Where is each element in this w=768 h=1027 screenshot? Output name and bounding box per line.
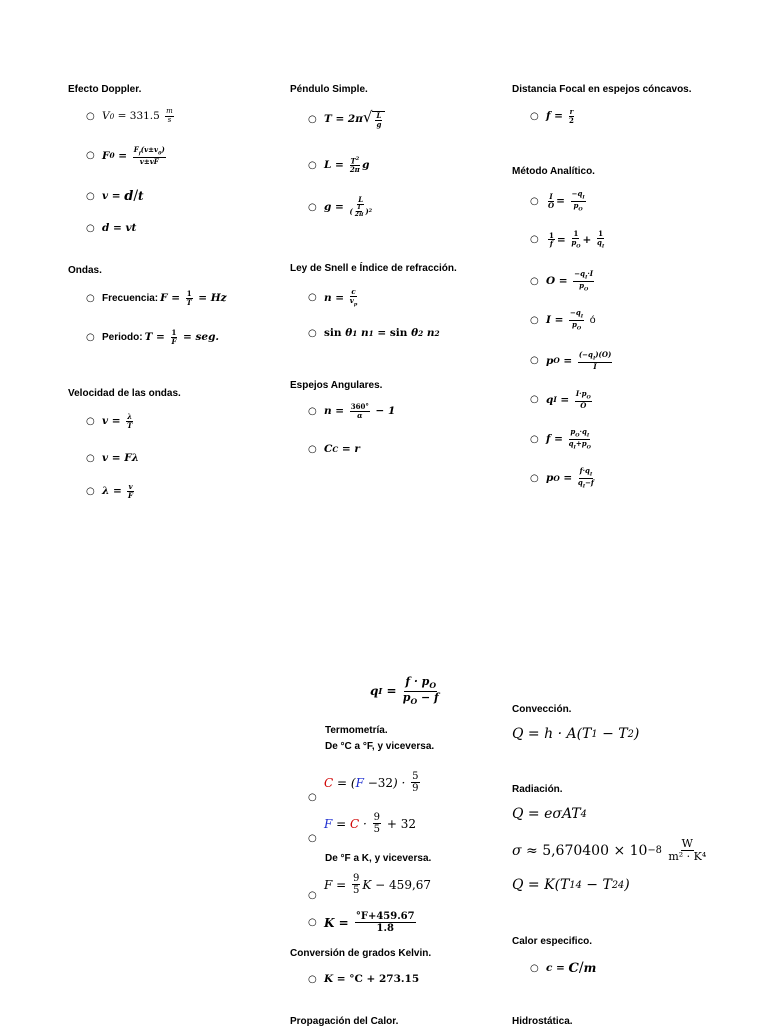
heading-calor-especifico: Calor especifico. — [512, 936, 593, 947]
heading-termometria: Termometría. — [325, 725, 388, 736]
formula-g: g = L ( $\frac{T}{2\pi}$ ) 2 — [324, 195, 373, 219]
list-item — [530, 230, 606, 249]
list-item — [308, 327, 440, 339]
bullet-icon: ○ — [86, 331, 95, 343]
formula-qi-large: q I = $\frac{f \cdot p_O}{p_O - f}$ — [370, 675, 439, 706]
list-item — [530, 309, 596, 332]
bullet-icon: ○ — [530, 394, 539, 406]
formula-k: K = $\frac{^\circ F+459.67}{1.8}$ — [324, 911, 415, 934]
formula-periodo-pendulo: T = 2π √ $\frac{L}{g}$ — [324, 110, 385, 128]
bullet-icon: ○ — [530, 110, 539, 122]
formula-radiacion-k: Q = K(T 1 4 − T 2 4 ) — [512, 877, 630, 893]
formula-conveccion: Q = h · A(T 1 − T 2 ) — [512, 726, 640, 742]
list-item — [308, 110, 385, 128]
formula-f-analitico: f = $\frac{p_O\cdot q_I}{q_I+p_O}$ — [546, 427, 591, 451]
bullet-icon: ○ — [308, 292, 317, 304]
formula-v-d-t: v = d / t — [102, 188, 144, 204]
heading-doppler: Efecto Doppler. — [68, 84, 142, 95]
heading-metodo-analitico: Método Analítico. — [512, 166, 595, 177]
formula-f-r2: f = $\frac{r}{2}$ — [546, 107, 574, 125]
formula-frecuencia: F = $\frac{1}{T}$ = Hz — [160, 289, 227, 307]
bullet-icon: ○ — [308, 159, 317, 171]
formula-n-c-v: n = $\frac{c}{v_p}$ — [324, 287, 358, 308]
formula-sigma: σ ≈ 5,670400 × 10 −8 $\frac{W}{\text{m² · K⁴}}$ — [512, 837, 707, 864]
bullet-icon: ○ — [86, 222, 95, 234]
formula-lambda: λ = $\frac{v}{F}$ — [102, 482, 134, 500]
list-item — [530, 960, 596, 976]
formula-d-vt: d = vt — [102, 222, 137, 234]
list-item — [86, 329, 219, 345]
list-item — [86, 188, 144, 204]
bullet-icon: ○ — [308, 405, 317, 417]
bullet-icon: ○ — [86, 292, 95, 304]
formula-v-f-lambda: v = Fλ — [102, 452, 140, 464]
bullet-icon: ○ — [530, 275, 539, 287]
bullet-icon: ○ — [530, 472, 539, 484]
list-item — [308, 288, 359, 307]
formula-qi: q I = $\frac{I\cdot p_O}{O}$ — [546, 389, 591, 410]
bullet-icon: ○ — [86, 110, 95, 122]
heading-pendulo: Péndulo Simple. — [290, 84, 368, 95]
formula-po: p O = $\frac{(-q_I)(O)}{I}$ — [546, 350, 612, 371]
list-item — [530, 190, 588, 213]
formula-o: O = $\frac{-q_I\cdot I}{p_O}$ — [546, 269, 594, 293]
formula-calor-especifico: c = C / m — [546, 960, 597, 976]
bullet-icon: ○ — [530, 962, 539, 974]
formula-cc: C C = r — [324, 443, 360, 455]
heading-hidrostatica: Hidrostática. — [512, 1016, 573, 1027]
bullet-icon: ○ — [308, 890, 317, 901]
subheading-c-f: De °C a °F, y viceversa. — [325, 741, 435, 752]
bullet-icon: ○ — [308, 973, 317, 985]
formula-v-lambda-t: v = $\frac{\lambda}{T}$ — [102, 412, 133, 430]
list-item — [86, 413, 135, 429]
formula-n-espejos: n = $\frac{360^\circ}{\alpha}$ − 1 — [324, 402, 396, 420]
list-item — [86, 452, 139, 464]
formula-radiacion: Q = eσAT 4 — [512, 806, 587, 822]
bullet-icon: ○ — [86, 452, 95, 464]
list-item — [308, 803, 416, 844]
heading-espejos-angulares: Espejos Angulares. — [290, 380, 383, 391]
list-item — [308, 196, 374, 219]
list-item — [308, 973, 419, 985]
periodo-label: Periodo: — [102, 331, 143, 343]
bullet-icon: ○ — [308, 917, 317, 928]
bullet-icon: ○ — [530, 355, 539, 367]
list-item — [308, 403, 395, 419]
frecuencia-label: Frecuencia: — [102, 292, 159, 304]
list-item — [308, 911, 418, 934]
formula-i-o: $\frac{I}{O}$ = $\frac{-q_I}{p_O}$ — [548, 189, 585, 213]
bullet-icon: ○ — [308, 833, 317, 844]
list-item — [530, 428, 593, 451]
heading-ondas: Ondas. — [68, 265, 102, 276]
bullet-icon: ○ — [530, 433, 539, 445]
list-item — [86, 146, 168, 165]
formula-i: I = $\frac{-q_I}{p_O}$ ó — [546, 308, 596, 332]
heading-snell: Ley de Snell e Índice de refracción. — [290, 263, 457, 274]
bullet-icon: ○ — [308, 443, 317, 455]
formula-f-from-c: F = C · $\frac{9}{5}$ + 32 — [324, 812, 416, 835]
bullet-icon: ○ — [86, 150, 95, 162]
list-item — [308, 762, 422, 803]
list-item — [308, 157, 369, 174]
list-item — [308, 443, 360, 455]
list-item — [530, 108, 576, 124]
heading-conveccion: Convección. — [512, 704, 572, 715]
bullet-icon: ○ — [308, 201, 317, 213]
bullet-icon: ○ — [530, 314, 539, 326]
list-item — [86, 222, 136, 234]
formula-c-from-f: C = ( F − 32 ) · $\frac{5}{9}$ — [324, 771, 419, 794]
subheading-f-k: De °F a K, y viceversa. — [325, 853, 432, 864]
list-item — [308, 868, 431, 901]
bullet-icon: ○ — [86, 415, 95, 427]
list-item — [86, 483, 136, 499]
heading-distancia-focal: Distancia Focal en espejos cóncavos. — [512, 84, 692, 95]
bullet-icon: ○ — [308, 113, 317, 125]
bullet-icon: ○ — [308, 792, 317, 803]
formula-snell: sin θ 1 n 1 = sin θ 2 n 2 — [324, 327, 440, 339]
formula-l: L = $\frac{T^2}{2\pi}$ g — [324, 156, 370, 175]
list-item — [86, 108, 176, 124]
formula-v0: V 0 = 331.5 $\frac{m}{s}$ — [102, 107, 173, 124]
list-item — [530, 270, 596, 293]
heading-propagacion: Propagación del Calor. — [290, 1016, 399, 1027]
list-item — [86, 290, 227, 306]
heading-kelvin: Conversión de grados Kelvin. — [290, 948, 432, 959]
bullet-icon: ○ — [530, 195, 539, 207]
heading-velocidad-ondas: Velocidad de las ondas. — [68, 388, 181, 399]
formula-f-to-k: F = $\frac{9}{5}$ K − 459,67 — [324, 873, 432, 896]
list-item — [530, 467, 596, 490]
formula-periodo: T = $\frac{1}{F}$ = seg. — [144, 328, 220, 346]
heading-radiacion: Radiación. — [512, 784, 563, 795]
list-item — [530, 351, 614, 370]
bullet-icon: ○ — [86, 190, 95, 202]
formula-lente: $\frac{1}{f}$ = $\frac{1}{p_O}$ + $\frac{1}{q_I}$ — [549, 229, 605, 250]
bullet-icon: ○ — [86, 485, 95, 497]
list-item — [530, 390, 594, 409]
formula-f0: F 0 = $\frac{F_f(v\pm v_0)}{v\pm vF}$ — [102, 145, 165, 166]
formula-kelvin: K = °C + 273.15 — [324, 973, 420, 985]
bullet-icon: ○ — [308, 327, 317, 339]
bullet-icon: ○ — [530, 234, 539, 246]
formula-po-f: p O = $\frac{f\cdot q_I}{q_I-f}$ — [546, 466, 594, 490]
